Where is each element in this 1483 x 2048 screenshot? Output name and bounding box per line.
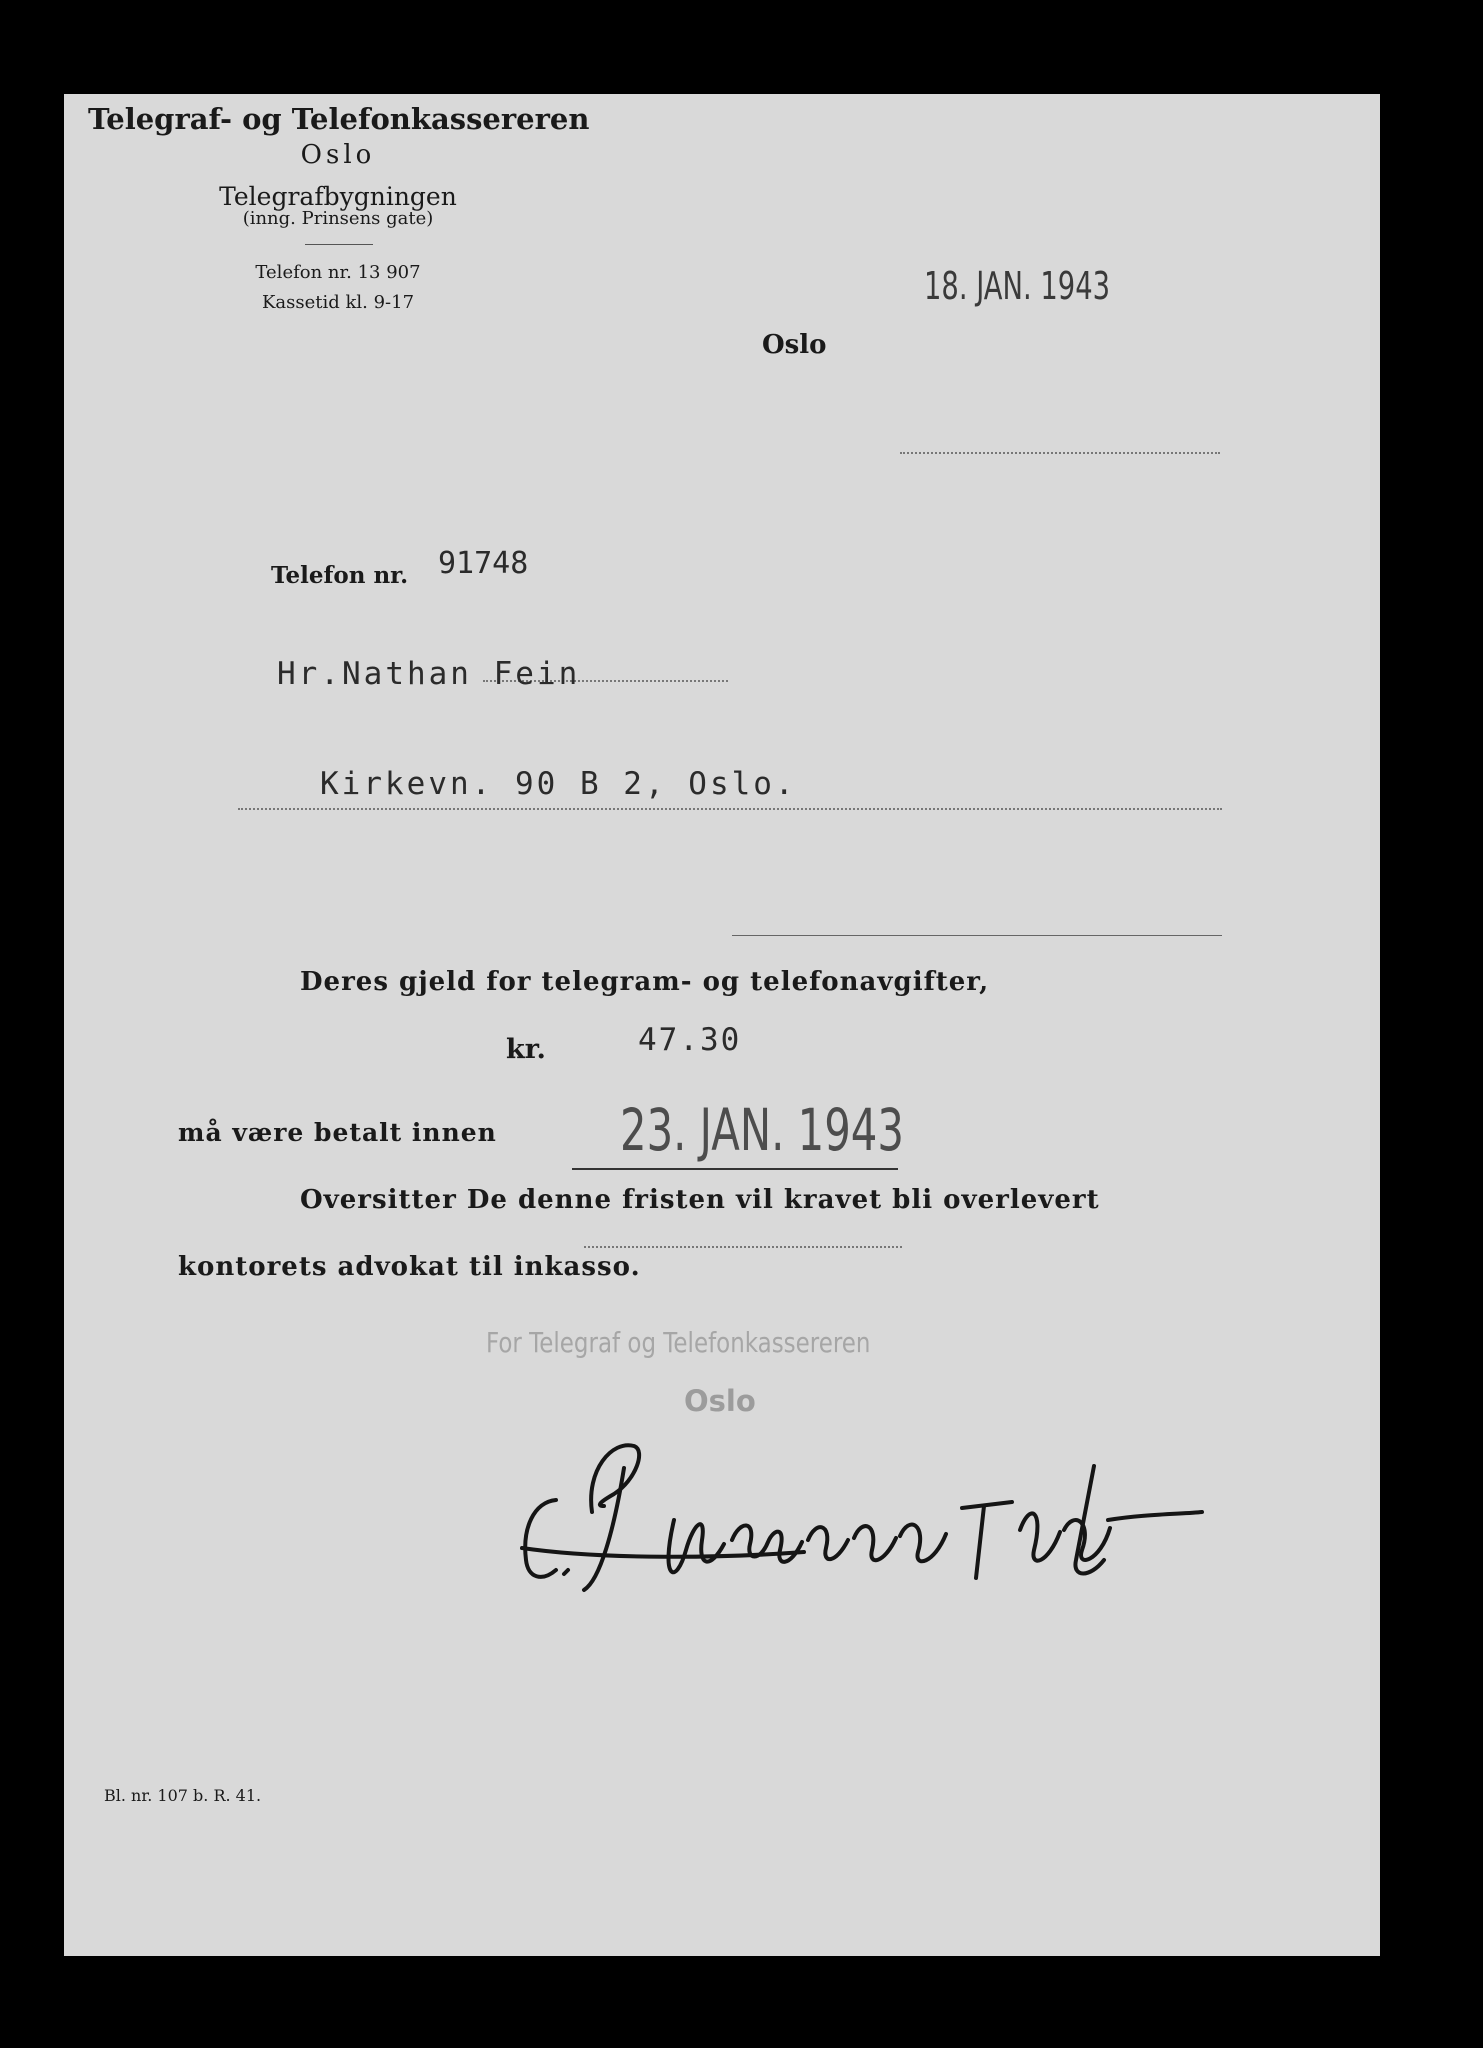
recipient-name: Hr.Nathan Fein <box>277 656 581 692</box>
signature-stamp-line-2: Oslo <box>684 1384 756 1418</box>
phone-label: Telefon nr. <box>271 562 409 589</box>
warning-line-2: kontorets advokat til inkasso. <box>178 1252 641 1282</box>
date-stamp: 18. JAN. 1943 <box>924 264 1111 308</box>
due-label: må være betalt innen <box>178 1118 497 1147</box>
form-number: Bl. nr. 107 b. R. 41. <box>104 1786 262 1805</box>
amount-value: 47.30 <box>638 1022 742 1058</box>
signature-stamp-line-1: For Telegraf og Telefonkassereren <box>486 1326 871 1359</box>
phone-value: 91748 <box>438 546 529 581</box>
handwritten-signature <box>464 1410 1204 1600</box>
name-line <box>238 808 1222 810</box>
due-date-line <box>584 1246 902 1248</box>
debt-text: Deres gjeld for telegram- og telefonavgifter, <box>300 967 990 997</box>
letterhead-title: Telegraf- og Telefonkassereren <box>88 102 590 136</box>
letterhead-hours: Kassetid kl. 9-17 <box>261 292 415 313</box>
amount-line <box>572 1168 898 1170</box>
due-date-stamp: 23. JAN. 1943 <box>620 1096 904 1164</box>
address-line <box>732 935 1222 936</box>
letterhead-entrance: (inng. Prinsens gate) <box>242 208 434 229</box>
letterhead-building: Telegrafbygningen <box>219 182 457 211</box>
currency-label: kr. <box>506 1034 546 1065</box>
place-date-line <box>900 452 1220 454</box>
letterhead-phone: Telefon nr. 13 907 <box>255 262 421 283</box>
warning-line-1: Oversitter De denne fristen vil kravet bli overlevert <box>300 1185 1100 1215</box>
recipient-address: Kirkevn. 90 B 2, Oslo. <box>320 766 797 802</box>
letterhead-city: Oslo <box>300 140 376 170</box>
place-label: Oslo <box>762 330 827 360</box>
letterhead-rule <box>305 244 373 245</box>
